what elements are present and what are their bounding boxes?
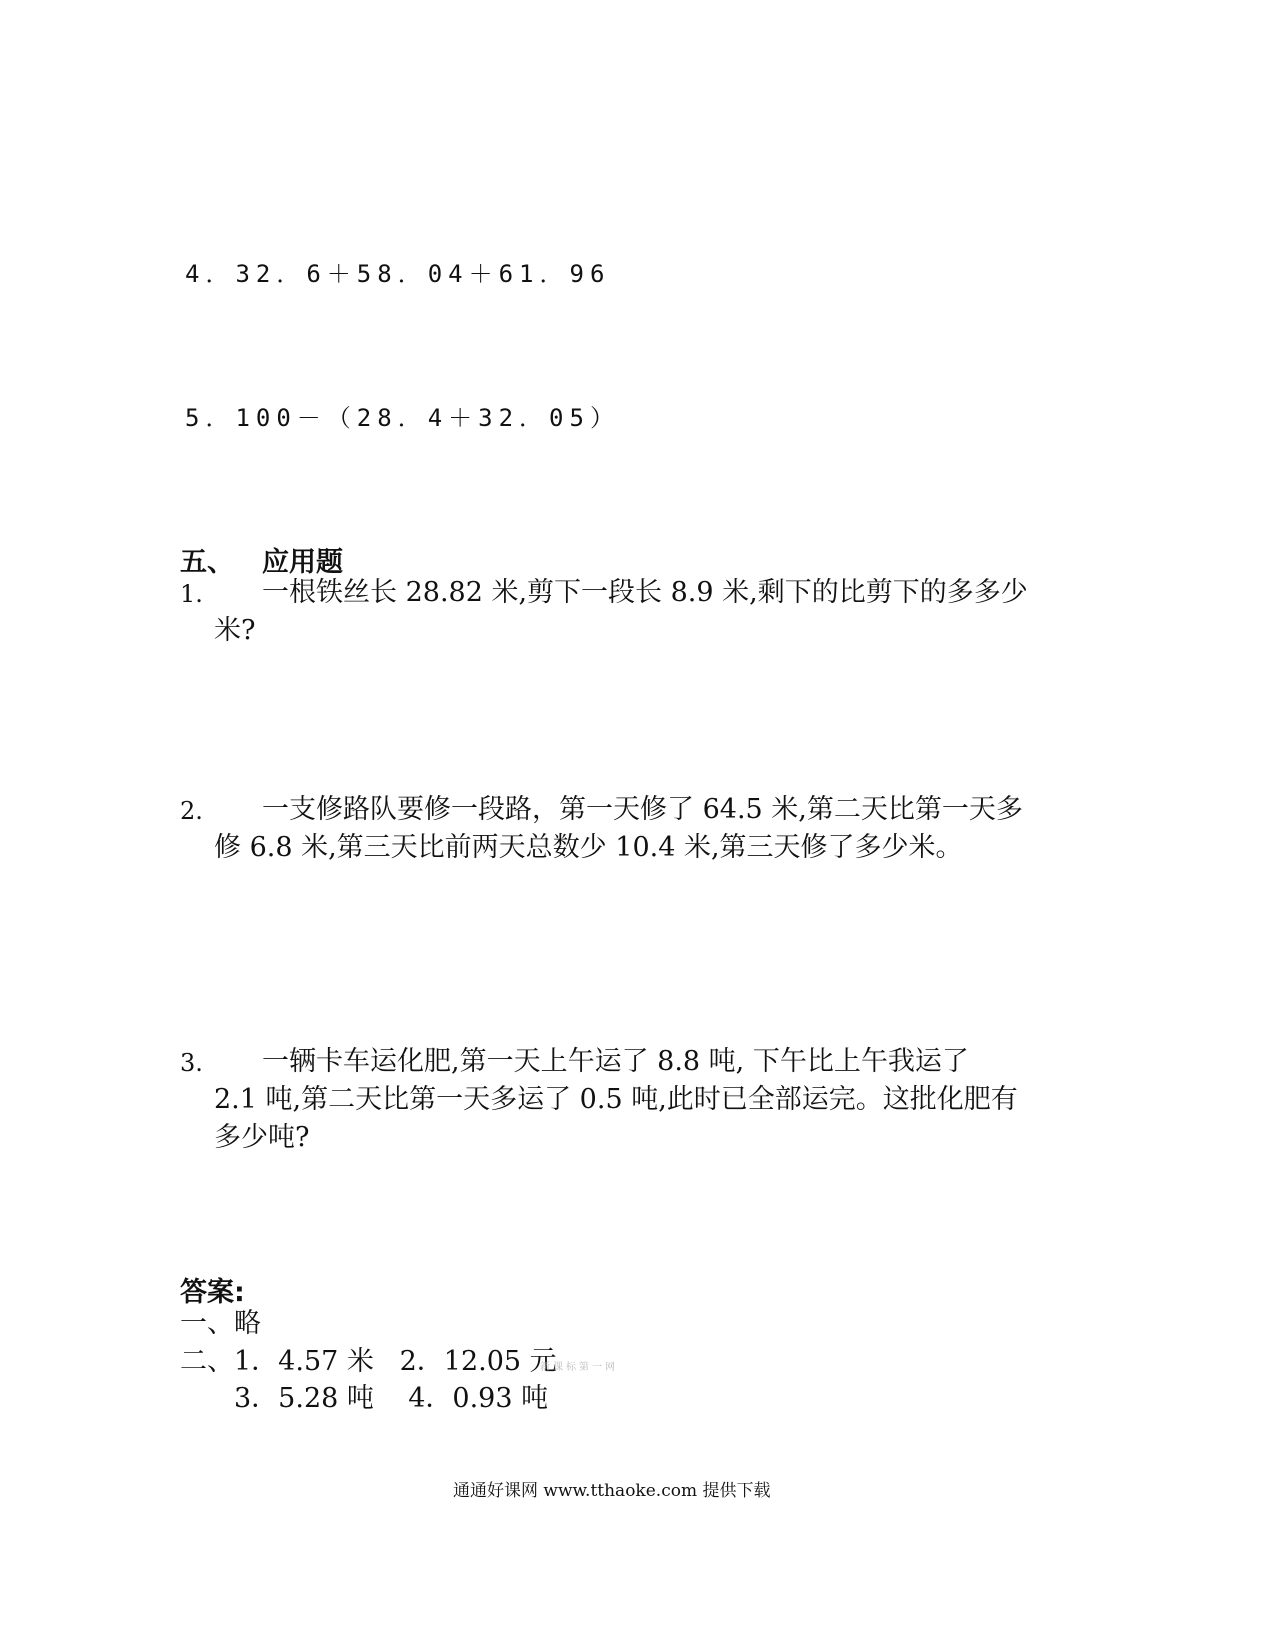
problem-1-line-1: 一根铁丝长 28.82 米,剪下一段长 8.9 米,剩下的比剪下的多多少 (262, 577, 1028, 608)
problem-3-line-1: 一辆卡车运化肥,第一天上午运了 8.8 吨, 下午比上午我运了 (262, 1046, 969, 1077)
problem-3-line-2: 2.1 吨,第二天比第一天多运了 0.5 吨,此时已全部运完。这批化肥有 (214, 1084, 1018, 1115)
problem-3-text (214, 1043, 1018, 1157)
section-five-title: 应用题 (262, 547, 343, 578)
section-five-number: 五、 (180, 547, 234, 578)
problem-1-number: 1. (180, 580, 203, 608)
calc-item-5: 5．100－（28．4＋32．05） (185, 404, 620, 432)
problem-2-number: 2. (180, 797, 203, 825)
page-footer: 通通好课网 www.tthaoke.com 提供下载 (453, 1481, 771, 1501)
problem-1-text (214, 574, 1028, 650)
problem-2-line-2: 修 6.8 米,第三天比前两天总数少 10.4 米,第三天修了多少米。 (214, 832, 963, 863)
problem-1-line-2: 米? (214, 615, 256, 646)
problem-2-text (214, 791, 1023, 867)
watermark: 新课标第一网 (540, 1362, 618, 1373)
calc-item-4: 4．32．6＋58．04＋61．96 (185, 260, 611, 288)
problem-2-line-1: 一支修路队要修一段路，第一天修了 64.5 米,第二天比第一天多 (262, 794, 1023, 825)
problem-3-line-3: 多少吨? (214, 1122, 310, 1153)
answers-title: 答案: (180, 1277, 245, 1308)
answer-line-3: 3．5.28 吨 4．0.93 吨 (234, 1383, 549, 1414)
answer-line-2: 二、1．4.57 米 2．12.05 元 (180, 1346, 557, 1377)
problem-3-number: 3. (180, 1049, 203, 1077)
answer-line-1: 一、略 (180, 1308, 261, 1339)
